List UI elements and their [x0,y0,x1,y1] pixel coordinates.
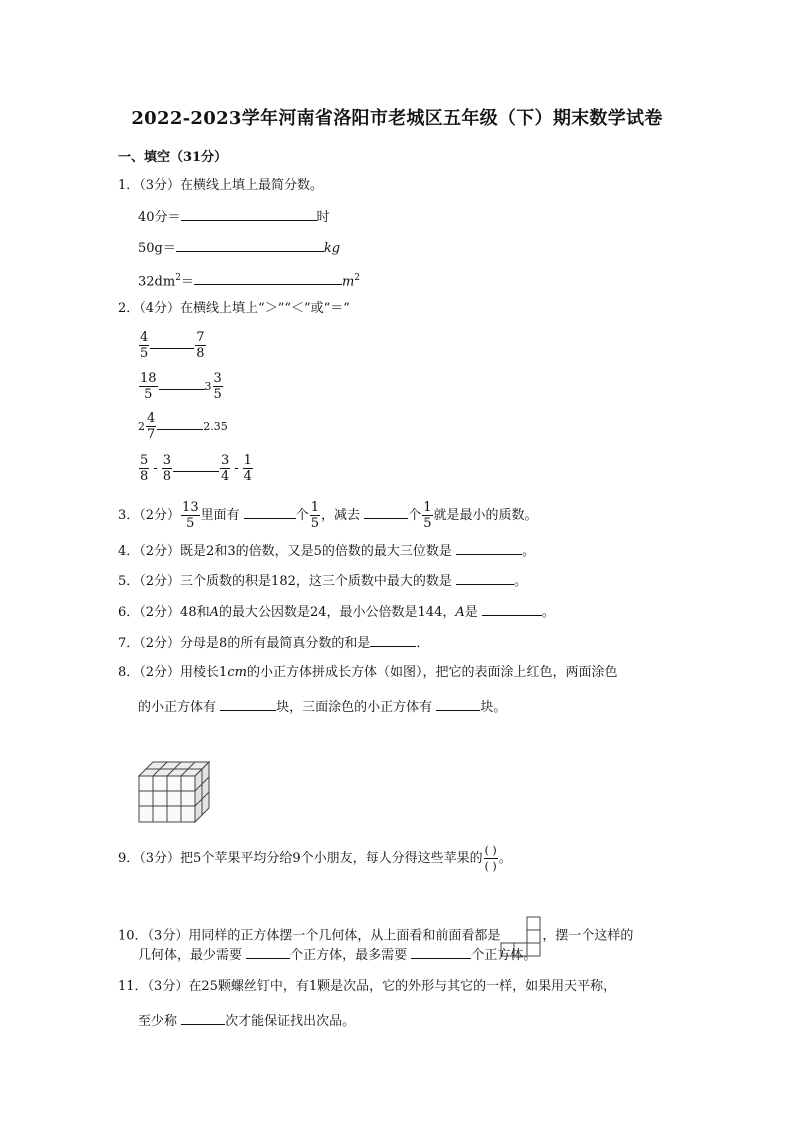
answer-blank[interactable] [482,601,542,616]
q1-line-b: 50g＝ kg [138,237,340,259]
question-11: 11．（3分）在25颗螺丝钉中，有1颗是次品，它的外形与其它的一样，如果用天平称， [118,979,617,994]
section-heading: 一、填空（31分） [118,150,228,165]
answer-blank[interactable] [181,1010,225,1025]
answer-blank[interactable] [364,504,408,519]
answer-blank[interactable] [244,504,296,519]
answer-blank[interactable] [173,457,219,472]
answer-blank[interactable] [150,334,194,349]
question-8-line-2: 的小正方体有 块，三面涂色的小正方体有 块。 [138,696,506,718]
answer-blank[interactable] [157,415,203,430]
question-10: 10．（3分）用同样的正方体摆一个几何体，从上面看和前面看都是 ，摆一个这样的 [118,913,633,959]
q2-row-4: $\frac{5}{8}$ - $\frac{3}{8}$ $\frac{3}{4}$ - $\frac{1}{4}$ [140,453,252,484]
question-9: 9．（3分）把5个苹果平均分给9个小朋友，每人分得这些苹果的 $\frac{( )}{( )}$ 。 [118,844,512,873]
answer-blank[interactable] [411,944,471,959]
fraction-denominator-blank[interactable]: ( ) [484,860,497,873]
cuboid-figure [138,760,214,824]
question-5: 5．（2分）三个质数的积是182，这三个质数中最大的数是 。 [118,570,527,592]
answer-blank[interactable] [220,696,276,711]
question-3: 3．（2分） $\frac{13}{5}$ 里面有 个 $\frac{1}{5}$ ，减去 个 $\frac{1}{5}$ 就是最小的质数。 [118,500,538,531]
answer-blank[interactable] [436,696,480,711]
question-7: 7．（2分）分母是8的所有最简真分数的和是 ． [118,632,429,654]
answer-blank[interactable] [176,237,324,252]
q2-row-2: $\frac{18}{5}$ 3 $\frac{3}{5}$ [140,371,222,402]
page-title: 2022-2023学年河南省洛阳市老城区五年级（下）期末数学试卷 [131,108,663,129]
q2-row-1: $\frac{4}{5}$ $\frac{7}{8}$ [140,330,205,361]
question-1: 1．（3分）在横线上填上最简分数。 [118,178,324,193]
q1-line-c: $32dm^2= m^2$ [138,268,360,292]
question-10-line-2: 几何体，最少需要 个正方体，最多需要 个正方体。 [138,944,536,966]
question-6: 6．（2分）48和A的最大公因数是24，最小公倍数是144，A是 。 [118,601,555,623]
answer-blank[interactable] [456,540,522,555]
question-4: 4．（2分）既是2和3的倍数，又是5的倍数的最大三位数是 。 [118,540,535,562]
question-2: 2．（4分）在横线上填上“＞”“＜”或“＝” [118,301,350,316]
answer-blank[interactable] [159,375,205,390]
answer-blank[interactable] [456,570,514,585]
question-8: 8．（2分）用棱长1cm的小正方体拼成长方体（如图），把它的表面涂上红色，两面涂色 [118,665,618,680]
q2-row-3: 2 $\frac{4}{7}$ 2.35 [138,411,228,442]
answer-blank[interactable] [181,206,317,221]
fraction-numerator-blank[interactable]: ( ) [484,844,497,857]
answer-blank[interactable] [194,270,342,285]
question-11-line-2: 至少称 次才能保证找出次品。 [138,1010,355,1032]
answer-blank[interactable] [246,944,290,959]
answer-blank[interactable] [370,632,416,647]
q1-line-a: 40分＝ 时 [138,206,330,228]
